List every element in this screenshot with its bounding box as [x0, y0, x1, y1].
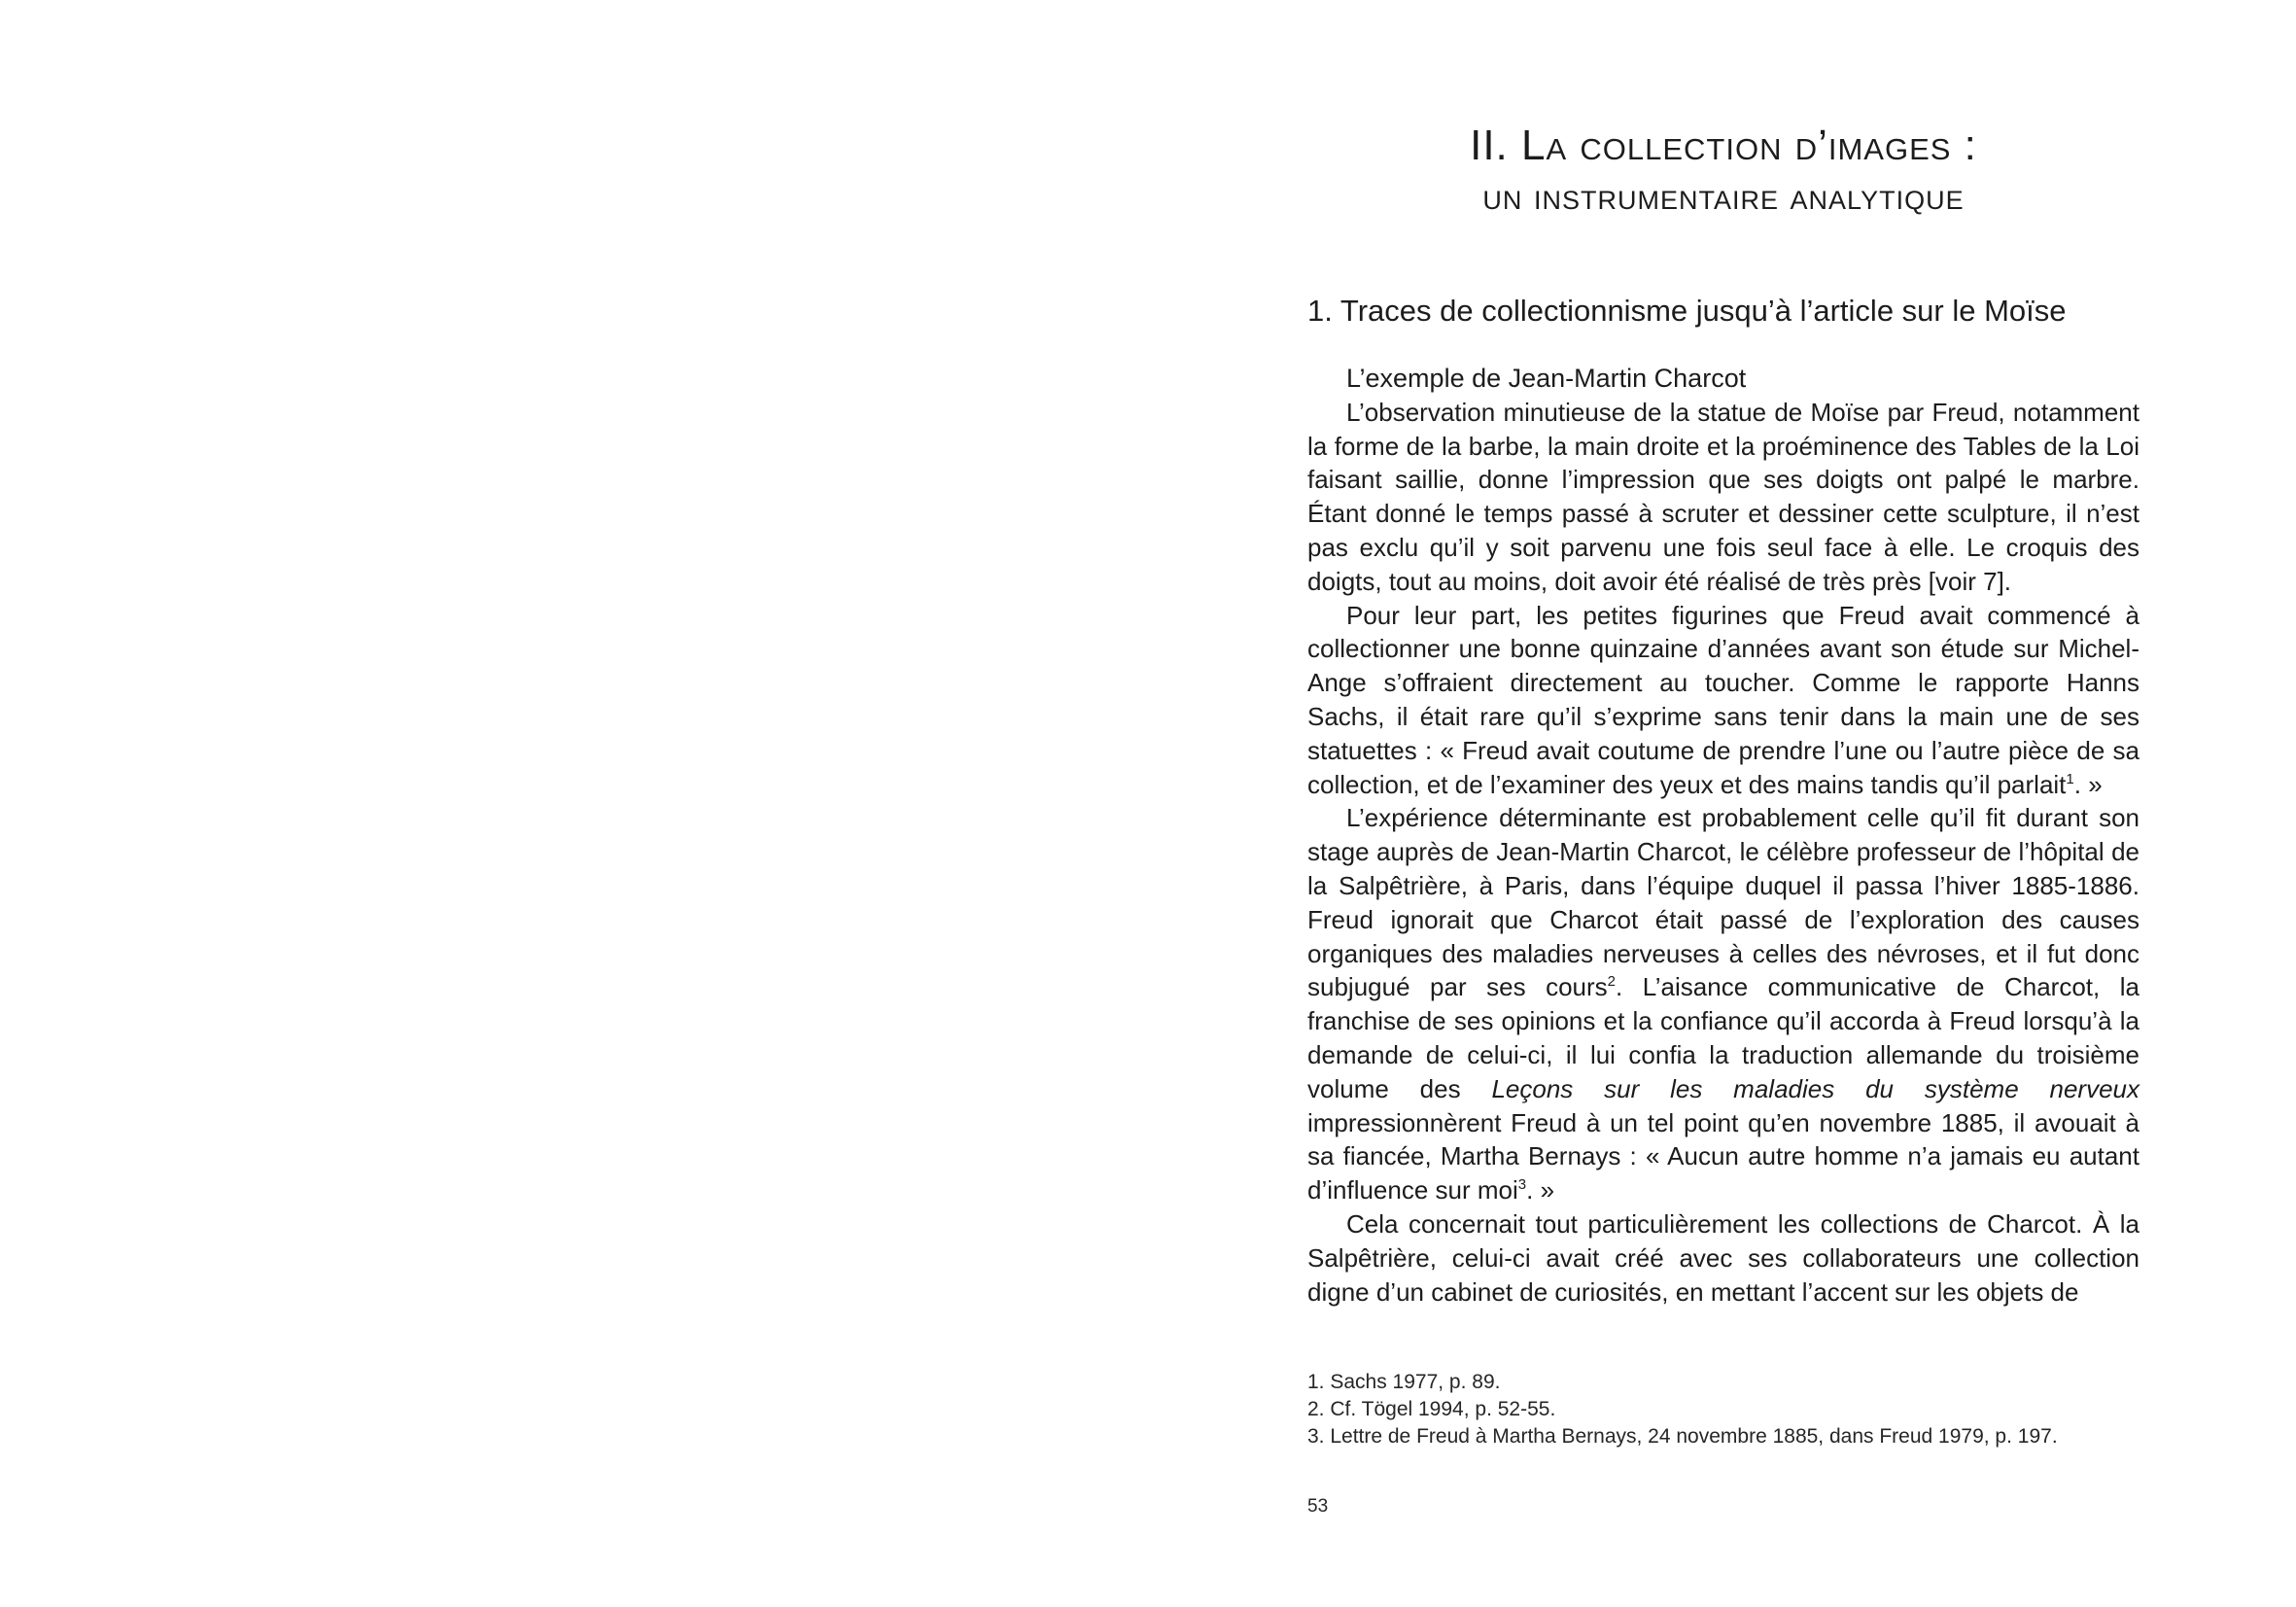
footnotes: [1307, 1369, 2139, 1450]
paragraph-4: Cela concernait tout particulièrement les collections de Charcot. À la Salpêtrière, celui-ci avait créé avec ses collaborateurs une collection digne d’un cabinet de curiosités, en mettant l’accent sur les objets de: [1307, 1208, 2139, 1307]
paragraph-3-text-b: . L’aisance communicative de Charcot, la franchise de ses opinions et la confiance qu’il accorda à Freud lorsqu’à la demande de celui-ci, il lui confia la traduction allemande du troisième volume des: [1307, 972, 2139, 1103]
footnote-1: 1. Sachs 1977, p. 89.: [1307, 1371, 1501, 1393]
paragraph-2: [1307, 599, 2139, 802]
paragraph-3-text-a: L’expérience déterminante est probablement celle qu’il fit durant son stage auprès de Jean-Martin Charcot, le célèbre professeur de l’hôpital de la Salpêtrière, à Paris, dans l’équipe duquel il passa l’hiver 1885-1886. Freud ignorait que Charcot était passé de l’exploration des causes organiques des maladies nerveuses à celles des névroses, et il fut donc subjugué par ses cours: [1307, 803, 2139, 1002]
body-text: [1307, 362, 2139, 1309]
section-heading: 1. Traces de collectionnisme jusqu’à l’article sur le Moïse: [1307, 294, 2067, 328]
footnote-2: 2. Cf. Tögel 1994, p. 52-55.: [1307, 1398, 1556, 1420]
chapter-title-line-1: II. La collection d’images :: [1470, 122, 1977, 169]
footnote-3: 3. Lettre de Freud à Martha Bernays, 24 novembre 1885, dans Freud 1979, p. 197.: [1307, 1425, 2058, 1448]
paragraph-1: L’observation minutieuse de la statue de Moïse par Freud, notamment la forme de la barbe, la main droite et la proéminence des Tables de la Loi faisant saillie, donne l’impression que ses doigts ont palpé le marbre. Étant donné le temps passé à scruter et dessiner cette sculpture, il n’est pas exclu qu’il y soit parvenu une fois seul face à elle. Le croquis des doigts, tout au moins, doit avoir été réalisé de très près [voir 7].: [1307, 397, 2139, 596]
paragraph-3: [1307, 801, 2139, 1207]
page-number: 53: [1307, 1496, 1329, 1517]
chapter-title: [1307, 119, 2139, 222]
paragraph-2-text: Pour leur part, les petites figurines que Freud avait commencé à collectionner une bonne quinzaine d’années avant son étude sur Michel-Ange s’offraient directement au toucher. Comme le rapporte Hanns Sachs, il était rare qu’il s’exprime sans tenir dans la main une de ses statuettes : « Freud avait coutume de prendre l’une ou l’autre pièce de sa collection, et de l’examiner des yeux et des mains tandis qu’il parlait: [1307, 600, 2139, 799]
paragraph-3-end: . »: [1526, 1175, 1555, 1205]
chapter-title-line-2: un instrumentaire analytique: [1482, 177, 1965, 218]
paragraph-2-end: . »: [2073, 769, 2103, 799]
subheading: L’exemple de Jean-Martin Charcot: [1346, 364, 1747, 393]
footnote-ref-1[interactable]: 1: [2066, 770, 2074, 787]
footnote-ref-3[interactable]: 3: [1517, 1176, 1527, 1194]
book-title-italic: Leçons sur les maladies du système nerveux: [1491, 1073, 2139, 1103]
paragraph-3-text-c: impressionnèrent Freud à un tel point qu’en novembre 1885, il avouait à sa fiancée, Martha Bernays : « Aucun autre homme n’a jamais eu autant d’influence sur moi: [1307, 1107, 2139, 1205]
footnote-ref-2[interactable]: 2: [1607, 973, 1617, 991]
